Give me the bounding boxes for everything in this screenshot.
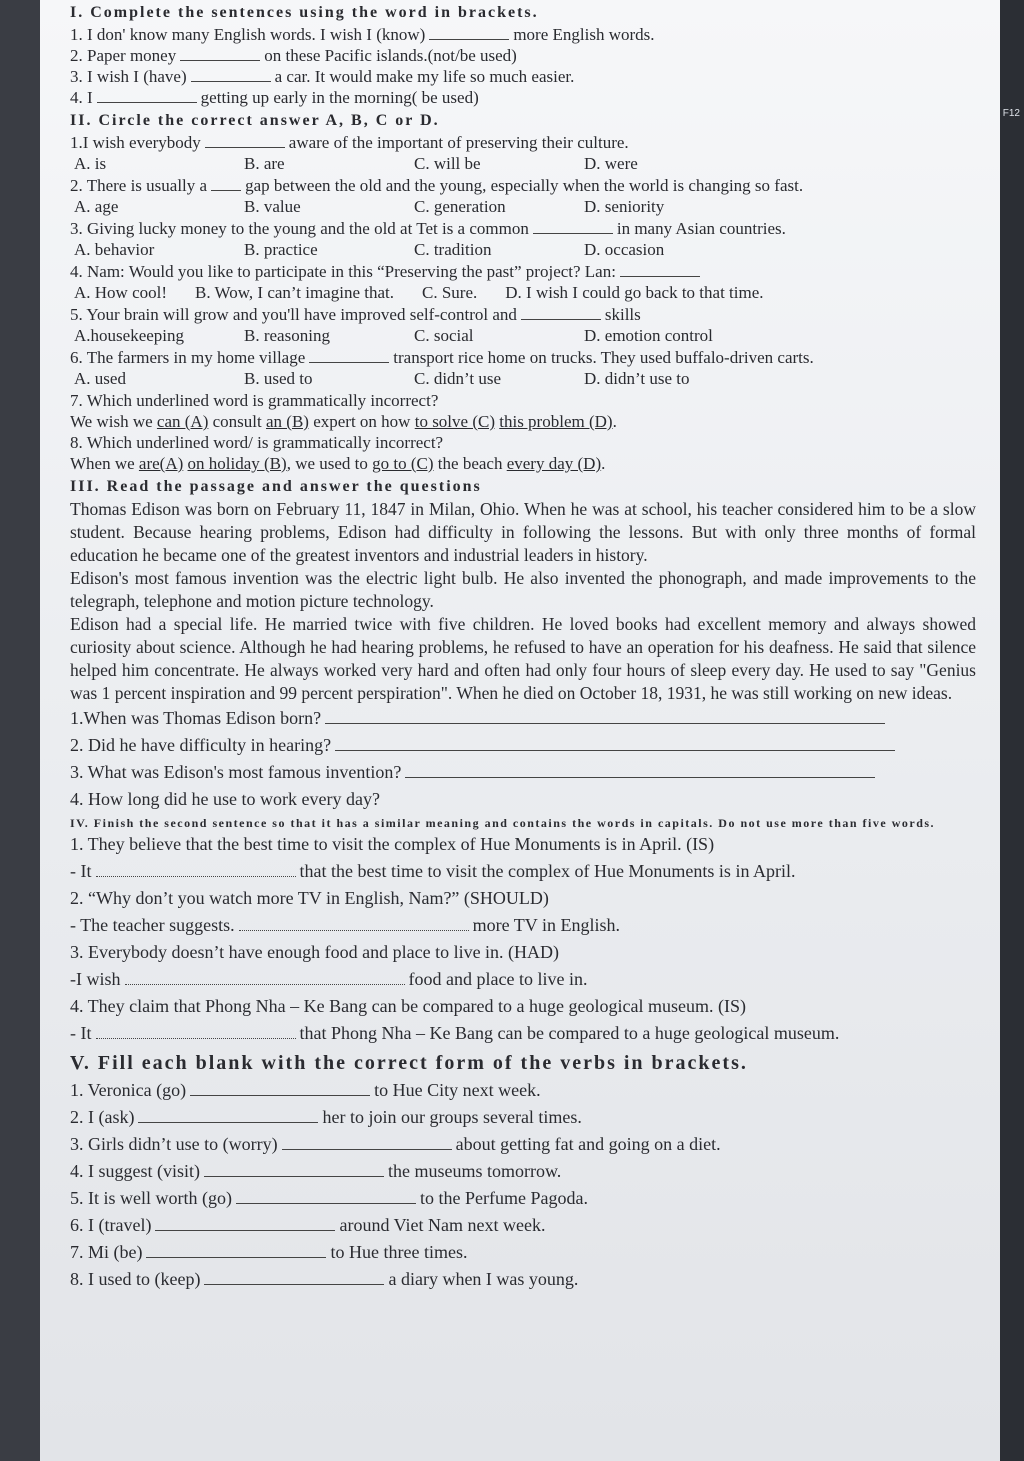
option-a[interactable]: A. used <box>74 369 126 388</box>
dark-background-edge <box>1000 0 1024 1461</box>
answer-blank[interactable] <box>96 1024 296 1039</box>
s2-q8: 8. Which underlined word/ is grammatically incorrect? <box>70 433 444 452</box>
answer-blank[interactable] <box>205 133 285 148</box>
s2-q7: 7. Which underlined word is grammatically incorrect? <box>70 391 439 410</box>
answer-blank[interactable] <box>405 763 875 778</box>
option-c[interactable]: C. generation <box>414 197 506 216</box>
option-d[interactable]: D. emotion control <box>584 326 713 345</box>
section-2 <box>70 110 976 474</box>
s2-item: 2. There is usually a gap between the old and the young, especially when the world is changing so fast. A. age B. value C. generation D. seniority <box>70 176 804 216</box>
option-a[interactable]: A. is <box>74 154 107 173</box>
s4-item: 3. Everybody doesn’t have enough food and place to live in. (HAD) -I wish food and place to live in. <box>70 942 588 989</box>
s4-item: 4. They claim that Phong Nha – Ke Bang can be compared to a huge geological museum. (IS) - It that Phong Nha – Ke Bang can be compared to a huge geological museum. <box>70 996 840 1043</box>
answer-blank[interactable] <box>204 1270 384 1285</box>
option-c[interactable]: C. social <box>414 326 474 345</box>
section-5-title: V. Fill each blank with the correct form of the verbs in brackets. <box>70 1052 748 1074</box>
option-d[interactable]: D. seniority <box>584 197 665 216</box>
s5-item: 2. I (ask) her to join our groups several times. <box>70 1107 582 1127</box>
s2-item: 4. Nam: Would you like to participate in this “Preserving the past” project? Lan: A. How cool! B. Wow, I can’t imagine that. C. Sure. D. I wish I could go back to that time. <box>70 262 764 302</box>
s2-q8-sentence: When we are(A) on holiday (B), we used to go to (C) the beach every day (D). <box>70 454 606 473</box>
section-1 <box>70 2 976 108</box>
s5-item: 3. Girls didn’t use to (worry) about getting fat and going on a diet. <box>70 1134 721 1154</box>
s2-item: 6. The farmers in my home village transport rice home on trucks. They used buffalo-driven carts. A. used B. used to C. didn’t use D. didn’t use to <box>70 348 814 388</box>
s5-item: 1. Veronica (go) to Hue City next week. <box>70 1080 541 1100</box>
s2-item: 5. Your brain will grow and you'll have improved self-control and skills A.housekeeping B. reasoning C. social D. emotion control <box>70 305 713 345</box>
answer-blank[interactable] <box>236 1189 416 1204</box>
answer-blank[interactable] <box>620 262 700 277</box>
underlined-option[interactable]: to solve (C) <box>414 412 495 431</box>
s4-item: 1. They believe that the best time to visit the complex of Hue Monuments is in April. (IS) - It that the best time to visit the complex of Hue Monuments is in April. <box>70 834 796 881</box>
option-c[interactable]: C. didn’t use <box>414 369 502 388</box>
answer-blank[interactable] <box>125 970 405 985</box>
option-d[interactable]: D. occasion <box>584 240 665 259</box>
s5-item: 5. It is well worth (go) to the Perfume Pagoda. <box>70 1188 588 1208</box>
answer-blank[interactable] <box>335 736 895 751</box>
option-b[interactable]: B. practice <box>244 240 318 259</box>
underlined-option[interactable]: go to (C) <box>372 454 434 473</box>
option-c[interactable]: C. Sure. <box>422 283 478 302</box>
option-a[interactable]: A. behavior <box>74 240 155 259</box>
section-3-title: III. Read the passage and answer the questions <box>70 478 482 495</box>
s5-item: 6. I (travel) around Viet Nam next week. <box>70 1215 546 1235</box>
s5-item: 8. I used to (keep) a diary when I was young. <box>70 1269 579 1289</box>
section-2-title: II. Circle the correct answer A, B, C or D. <box>70 112 440 129</box>
option-d[interactable]: D. were <box>584 154 638 173</box>
underlined-option[interactable]: this problem (D) <box>499 412 613 431</box>
option-b[interactable]: B. Wow, I can’t imagine that. <box>195 283 394 302</box>
s4-item: 2. “Why don’t you watch more TV in English, Nam?” (SHOULD) - The teacher suggests. more TV in English. <box>70 888 620 935</box>
s2-q7-sentence: We wish we can (A) consult an (B) expert on how to solve (C) this problem (D). <box>70 412 617 431</box>
answer-blank[interactable] <box>521 305 601 320</box>
option-b[interactable]: B. value <box>244 197 301 216</box>
key-label: F12 <box>1002 108 1020 119</box>
passage-paragraph: Thomas Edison was born on February 11, 1847 in Milan, Ohio. When he was at school, his teacher considered him to be a slow student. Because hearing problems, Edison had difficulty in following the lessons. But with only three months of formal education he became one of the greatest inventors and industrial leaders in history. <box>70 499 976 565</box>
underlined-option[interactable]: on holiday (B) <box>187 454 287 473</box>
option-b[interactable]: B. used to <box>244 369 313 388</box>
section-1-title: I. Complete the sentences using the word in brackets. <box>70 4 539 21</box>
reading-question: 3. What was Edison's most famous invention? <box>70 759 976 786</box>
answer-blank[interactable] <box>155 1216 335 1231</box>
option-a[interactable]: A.housekeeping <box>74 326 185 345</box>
answer-blank[interactable] <box>180 46 260 61</box>
s5-item: 4. I suggest (visit) the museums tomorrow. <box>70 1161 562 1181</box>
section-5 <box>70 1049 976 1293</box>
underlined-option[interactable]: can (A) <box>156 412 209 431</box>
option-c[interactable]: C. will be <box>414 154 481 173</box>
section-3 <box>70 476 976 813</box>
answer-blank[interactable] <box>146 1243 326 1258</box>
option-a[interactable]: A. age <box>74 197 119 216</box>
option-d[interactable]: D. didn’t use to <box>584 369 690 388</box>
option-b[interactable]: B. are <box>244 154 285 173</box>
s1-q3: 3. I wish I (have) a car. It would make my life so much easier. <box>70 67 575 86</box>
s1-q1: 1. I don' know many English words. I wish I (know) more English words. <box>70 25 655 44</box>
answer-blank[interactable] <box>309 348 389 363</box>
option-d[interactable]: D. I wish I could go back to that time. <box>505 283 764 302</box>
passage-paragraph: Edison had a special life. He married twice with five children. He loved books had excellent memory and always showed curiosity about science. Although he had hearing problems, he refused to have an operation for his deafness. He said that silence helped him concentrate. He always worked very hard and often had only four hours of sleep every day. He used to say "Genius was 1 percent inspiration and 99 percent perspiration". When he died on October 18, 1931, he was still working on new ideas. <box>70 614 976 703</box>
answer-blank[interactable] <box>190 1081 370 1096</box>
s1-q2: 2. Paper money on these Pacific islands.(not/be used) <box>70 46 517 65</box>
option-c[interactable]: C. tradition <box>414 240 492 259</box>
passage-paragraph: Edison's most famous invention was the electric light bulb. He also invented the phonograph, and made improvements to the telegraph, telephone and motion picture technology. <box>70 568 976 611</box>
answer-blank[interactable] <box>239 916 469 931</box>
reading-question: 1.When was Thomas Edison born? <box>70 705 976 732</box>
answer-blank[interactable] <box>282 1135 452 1150</box>
reading-question: 4. How long did he use to work every day? <box>70 789 380 809</box>
section-4 <box>70 815 976 1047</box>
answer-blank[interactable] <box>429 25 509 40</box>
answer-blank[interactable] <box>96 862 296 877</box>
underlined-option[interactable]: every day (D) <box>506 454 602 473</box>
worksheet-page <box>40 0 1000 1461</box>
section-4-title: IV. Finish the second sentence so that it has a similar meaning and contains the words in capitals. Do not use more than five words. <box>70 816 936 830</box>
s1-q4: 4. I getting up early in the morning( be used) <box>70 88 479 107</box>
s2-item: 3. Giving lucky money to the young and the old at Tet is a common in many Asian countries. A. behavior B. practice C. tradition D. occasion <box>70 219 786 259</box>
s5-item: 7. Mi (be) to Hue three times. <box>70 1242 468 1262</box>
s2-item: 1.I wish everybody aware of the important of preserving their culture. A. is B. are C. will be D. were <box>70 132 976 175</box>
answer-blank[interactable] <box>325 709 885 724</box>
option-b[interactable]: B. reasoning <box>244 326 330 345</box>
option-a[interactable]: A. How cool! <box>74 283 168 302</box>
answer-blank[interactable] <box>211 176 241 191</box>
reading-question: 2. Did he have difficulty in hearing? <box>70 732 976 759</box>
underlined-option[interactable]: an (B) <box>265 412 309 431</box>
answer-blank[interactable] <box>191 67 271 82</box>
answer-blank[interactable] <box>533 219 613 234</box>
answer-blank[interactable] <box>138 1108 318 1123</box>
underlined-option[interactable]: are(A) <box>138 454 184 473</box>
answer-blank[interactable] <box>204 1162 384 1177</box>
answer-blank[interactable] <box>97 88 197 103</box>
